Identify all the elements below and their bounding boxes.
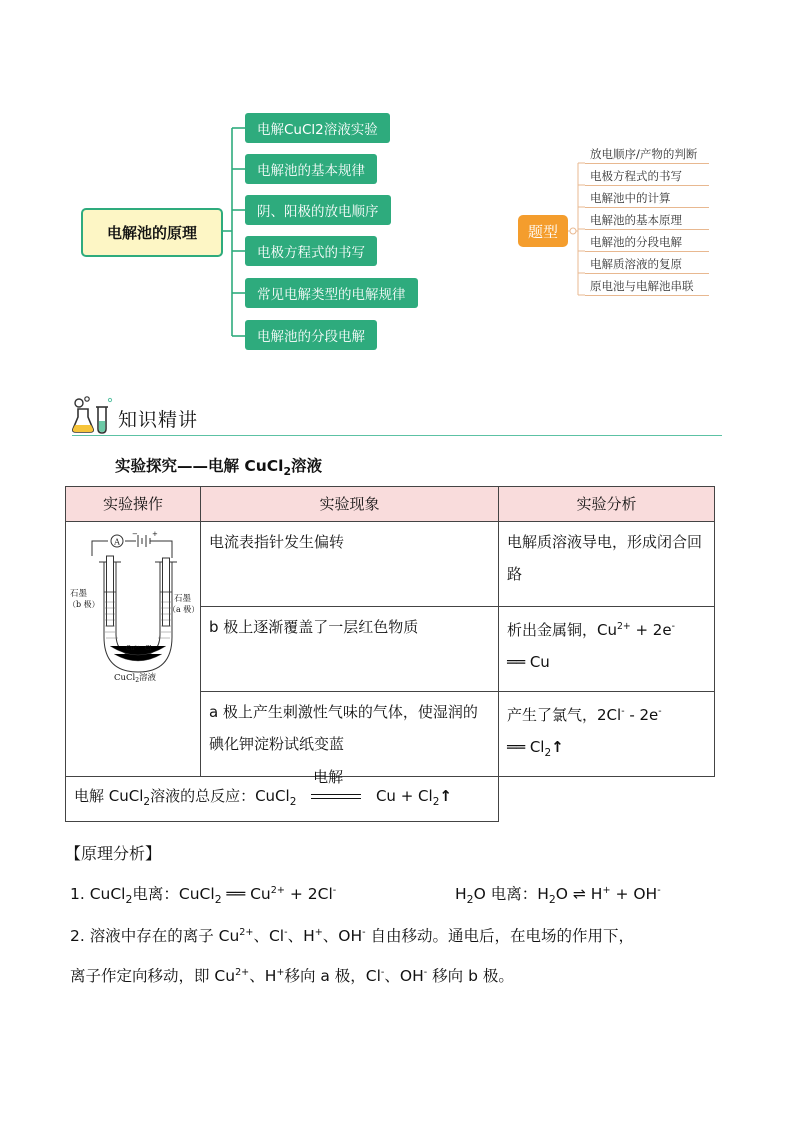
analysis-line: 2. 溶液中存在的离子 $Cu^{2+}$、Cl-、H+、OH- 自由移动。通电后，在电场的作用下， [70,926,635,945]
question-type-item: 电极方程式的书写 [590,169,682,183]
analysis-cell: 产生了氯气，2Cl- - 2e- ══ $Cl_2↑$ [499,692,715,777]
table-header: 实验分析 [499,487,715,522]
analysis-line: 1. CuCl$_2$电离：CuCl$_2$ ══ $Cu^{2+} + 2Cl^-$ [70,884,337,907]
analysis-line: $H_2O$ 电离：$H_2O$ ⇌ H+ + OH- [455,884,661,907]
experiment-table [65,486,715,822]
mindmap-branch: 阴、阳极的放电顺序 [245,195,391,225]
mindmap-connectors [0,0,794,380]
mindmap-branch: 电解池的分段电解 [245,320,377,350]
left-electrode-label: （b 极） [68,600,100,609]
left-electrode-label: 石墨 [70,589,88,599]
phenomenon-cell: 电流表指针发生偏转 [200,522,498,607]
analysis-cell: 析出金属铜，$Cu^{2+} + 2e^-$ ══ Cu [499,607,715,692]
question-type-node: 题型 [518,215,568,247]
phenomenon-cell: a 极上产生刺激性气味的气体，使湿润的碘化钾淀粉试纸变蓝 [200,692,498,777]
ion-label: Cl⁻ [145,645,155,652]
reaction-condition: 电解 [313,767,344,786]
question-type-item: 放电顺序/产物的判断 [590,147,698,161]
experiment-title: 实验探究——电解 CuCl$_2$溶液 [115,457,323,479]
ion-label: Cu²⁺ [126,645,141,652]
mindmap-branch: 电解池的基本规律 [245,154,377,184]
analysis-line: 离子作定向移动，即 $Cu^{2+}$、H+移向 a 极，Cl-、OH- 移向 b 极。 [70,966,514,985]
electrolysis-diagram-cell [66,522,201,777]
right-electrode-label: （a 极） [168,605,200,614]
section-divider [72,435,722,436]
table-header: 实验现象 [200,487,498,522]
svg-text:−: − [132,530,138,538]
mindmap-branch: 电解CuCl2溶液实验 [245,113,390,143]
table-row [66,522,715,607]
solution-label: CuCl$_2$溶液 [114,673,157,682]
question-type-item: 电解池的基本原理 [590,213,682,227]
electrolysis-diagram [66,522,204,682]
phenomenon-cell: b 极上逐渐覆盖了一层红色物质 [200,607,498,692]
analysis-heading: 【原理分析】 [65,844,162,863]
question-type-item: 电解池的分段电解 [590,235,682,249]
mindmap-branch: 常见电解类型的电解规律 [245,278,418,308]
table-header: 实验操作 [66,487,201,522]
mindmap-branch: 电极方程式的书写 [245,236,377,266]
question-type-item: 电解池中的计算 [590,191,671,205]
section-title: 知识精讲 [118,409,199,431]
table-header-row [66,487,715,522]
mindmap-root: 电解池的原理 [81,208,223,257]
question-type-item: 电解质溶液的复原 [590,257,682,271]
svg-text:+: + [152,530,158,538]
question-type-item: 原电池与电解池串联 [590,279,694,293]
lab-flask-icon [70,395,114,435]
total-reaction-cell: 电解 CuCl$_2$溶液的总反应：CuCl$_2$ 电解 $Cu + Cl_2↑$ [66,777,499,822]
ammeter-label: A [114,537,120,547]
right-electrode-label: 石墨 [174,594,192,604]
table-row [66,777,715,822]
analysis-cell: 电解质溶液导电，形成闭合回路 [499,522,715,607]
